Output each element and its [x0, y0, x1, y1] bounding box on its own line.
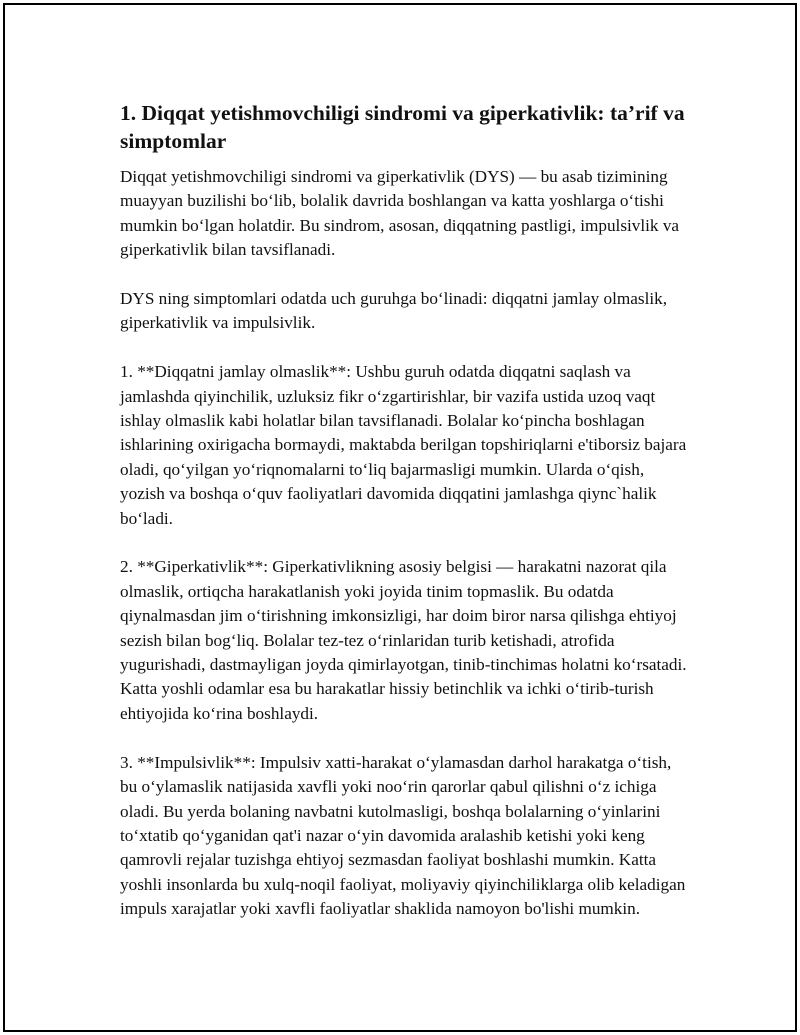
paragraph-symptom-groups: DYS ning simptomlari odatda uch guruhga bo‘linadi: diqqatni jamlay olmaslik, giperkativlik va impulsivlik. [120, 289, 668, 333]
paragraph-hyperactivity: 2. **Giperkativlik**: Giperkativlikning asosiy belgisi — harakatni nazorat qila olmaslik, ortiqcha harakatlanish yoki joyida tinim topmaslik. Bu odatda qiynalmasdan jim o‘tirishning imkonsizligi, har doim biror narsa qilishga ehtiyoj sezish bilan bog‘liq. Bolalar tez-tez o‘rinlaridan turib ketishadi, atrofida yugurishadi, dastmayligan joyda qimirlayotgan, tinib-tinchimas holatni ko‘rsatadi. Katta yoshli odamlar esa bu harakatlar hissiy betinchlik va ichki o‘tirib-turish ehtiyojida ko‘rina boshlaydi. [120, 557, 687, 723]
page-frame [3, 3, 797, 1032]
paragraph-inattention: 1. **Diqqatni jamlay olmaslik**: Ushbu guruh odatda diqqatni saqlash va jamlashda qiyinchilik, uzluksiz fikr o‘zgartirishlar, bir vazifa ustida uzoq vaqt ishlay olmaslik kabi holatlar bilan tavsiflanadi. Bolalar ko‘pincha boshlagan ishlarining oxirigacha bormaydi, maktabda berilgan topshiriqlarni e'tiborsiz bajara oladi, qo‘yilgan yo‘riqnomalarni to‘liq bajarmasligi mumkin. Ularda o‘qish, yozish va boshqa o‘quv faoliyatlari davomida diqqatini jamlashga qiync`halik bo‘ladi. [120, 362, 687, 528]
paragraph-impulsivity: 3. **Impulsivlik**: Impulsiv xatti-harakat o‘ylamasdan darhol harakatga o‘tish, bu o‘ylamaslik natijasida xavfli yoki noo‘rin qarorlar qabul qilishni o‘z ichiga oladi. Bu yerda bolaning navbatni kutolmasligi, boshqa bolalarning o‘yinlarini to‘xtatib qo‘yganidan qat'i nazar o‘yin davomida aralashib ketishi yoki keng qamrovli rejalar tuzishga ehtiyoj sezmasdan faoliyat boshlashi mumkin. Katta yoshli insonlarda bu xulq-noqil faoliyat, moliyaviy qiyinchiliklarga olib keladigan impuls xarajatlar yoki xavfli faoliyatlar shaklida namoyon bo'lishi mumkin. [120, 752, 686, 919]
paragraph-intro: Diqqat yetishmovchiligi sindromi va giperkativlik (DYS) — bu asab tizimining muayyan buzilishi bo‘lib, bolalik davrida boshlangan va katta yoshlarga o‘tishi mumkin bo‘lgan holatdir. Bu sindrom, asosan, diqqatning pastligi, impulsivlik va giperkativlik bilan tavsiflanadi. [120, 167, 680, 260]
document-body [120, 99, 690, 946]
section-heading: 1. Diqqat yetishmovchiligi sindromi va giperkativlik: ta’rif va simptomlar [120, 101, 685, 153]
